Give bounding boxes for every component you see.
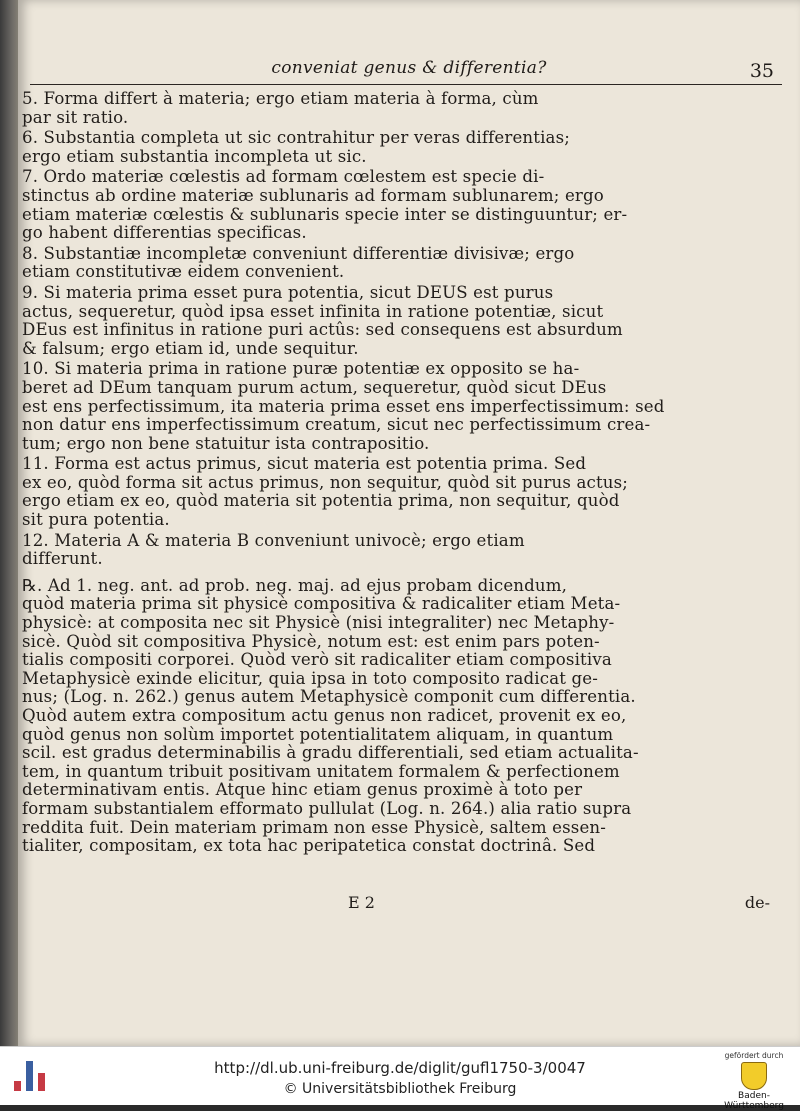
text-line: differunt. — [22, 550, 103, 569]
text-line: 12. Materia A & materia B conveniunt univocè; ergo etiam — [22, 531, 525, 550]
text-line: Metaphysicè exinde elicitur, quia ipsa in toto composito radicat ge- — [22, 669, 598, 688]
sponsor-badge — [714, 1051, 794, 1111]
signature-mark: E 2 — [348, 893, 375, 912]
book-page — [18, 0, 800, 1046]
catchword: de- — [744, 893, 770, 912]
body-text — [22, 90, 792, 856]
text-line: 11. Forma est actus primus, sicut materia est potentia prima. Sed — [22, 455, 587, 474]
text-line: quòd genus non solùm importet potentialitatem aliquam, in quantum — [22, 725, 614, 744]
sponsor-name: Baden-Württemberg — [724, 1091, 784, 1111]
text-line: ergo etiam substantia incompleta ut sic. — [22, 147, 367, 166]
text-line: Quòd autem extra compositum actu genus non radicet, provenit ex eo, — [22, 707, 627, 725]
text-line: quòd materia prima sit physicè compositiva & radicaliter etiam Meta- — [22, 595, 621, 614]
text-line: sicè. Quòd sit compositiva Physicè, notum est: est enim pars poten- — [22, 632, 600, 651]
sponsor-note: gefördert durch — [724, 1051, 784, 1060]
text-line: determinativam entis. Atque hinc etiam genus proximè à toto per — [22, 781, 583, 800]
text-line: etiam materiæ cœlestis & sublunaris specie inter se distinguuntur; er- — [22, 205, 628, 224]
text-line: ℞. Ad 1. neg. ant. ad prob. neg. maj. ad ejus probam dicendum, — [22, 576, 568, 595]
header-rule — [30, 84, 782, 85]
page-number: 35 — [749, 60, 774, 82]
text-line: nus; (Log. n. 262.) genus autem Metaphysicè componit cum differentia. — [22, 688, 636, 707]
text-line: stinctus ab ordine materiæ sublunaris ad formam sublunarem; ergo — [22, 186, 604, 205]
text-line: reddita fuit. Dein materiam primam non esse Physicè, saltem essen- — [22, 818, 607, 837]
text-line: sit pura potentia. — [22, 511, 170, 530]
text-line: est ens perfectissimum, ita materia prima esset ens imperfectissimum: sed — [22, 397, 665, 416]
text-line: DEus est infinitus in ratione puri actûs: sed consequens est absurdum — [22, 321, 623, 340]
copyright-notice: © Universitätsbibliothek Freiburg — [283, 1081, 517, 1097]
text-line: 8. Substantiæ incompletæ conveniunt differentiæ divisivæ; ergo — [22, 244, 575, 263]
text-line: non datur ens imperfectissimum creatum, sicut nec perfectissimum crea- — [22, 416, 651, 435]
permalink[interactable]: http://dl.ub.uni-freiburg.de/diglit/gufl1750-3/0047 — [214, 1059, 586, 1077]
scan-book-edge — [0, 0, 20, 1046]
running-head: conveniat genus & differentia? — [271, 58, 547, 78]
text-line: etiam constitutivæ eidem convenient. — [22, 263, 345, 282]
text-line: 5. Forma differt à materia; ergo etiam materia à forma, cùm — [22, 90, 539, 108]
text-line: tialis compositi corporei. Quòd verò sit radicaliter etiam compositiva — [22, 651, 612, 670]
text-line: 7. Ordo materiæ cœlestis ad formam cœlestem est specie di- — [22, 168, 545, 187]
text-line: go habent differentias specificas. — [22, 224, 307, 243]
text-line: 6. Substantia completa ut sic contrahitur per veras differentias; — [22, 129, 570, 148]
text-line: 10. Si materia prima in ratione puræ potentiæ ex opposito se ha- — [22, 360, 580, 379]
text-line: & falsum; ergo etiam id, unde sequitur. — [22, 339, 359, 358]
text-line: tem, in quantum tribuit positivam unitatem formalem & perfectionem — [22, 762, 620, 781]
text-line: beret ad DEum tanquam purum actum, sequeretur, quòd sicut DEus — [22, 378, 607, 397]
text-line: ergo etiam ex eo, quòd materia sit potentia prima, non sequitur, quòd — [22, 492, 620, 511]
text-line: scil. est gradus determinabilis à gradu differentiali, sed etiam actualita- — [22, 744, 639, 763]
viewer-footer — [0, 1046, 800, 1111]
baden-wuerttemberg-crest-icon — [741, 1062, 767, 1090]
text-line: formam substantialem efformato pullulat (Log. n. 264.) alia ratio supra — [22, 799, 632, 818]
text-line: 9. Si materia prima esset pura potentia, sicut DEUS est purus — [22, 283, 554, 302]
text-line: physicè: at composita nec sit Physicè (nisi integraliter) nec Metaphy- — [22, 614, 615, 633]
text-line: tialiter, compositam, ex tota hac peripatetica constat doctrinâ. Sed — [22, 837, 596, 856]
text-line: ex eo, quòd forma sit actus primus, non sequitur, quòd sit purus actus; — [22, 473, 629, 492]
text-line: actus, sequeretur, quòd ipsa esset infinita in ratione potentiæ, sicut — [22, 302, 604, 321]
text-line: par sit ratio. — [22, 108, 129, 127]
text-line: tum; ergo non bene statuitur ista contrapositio. — [22, 434, 430, 453]
